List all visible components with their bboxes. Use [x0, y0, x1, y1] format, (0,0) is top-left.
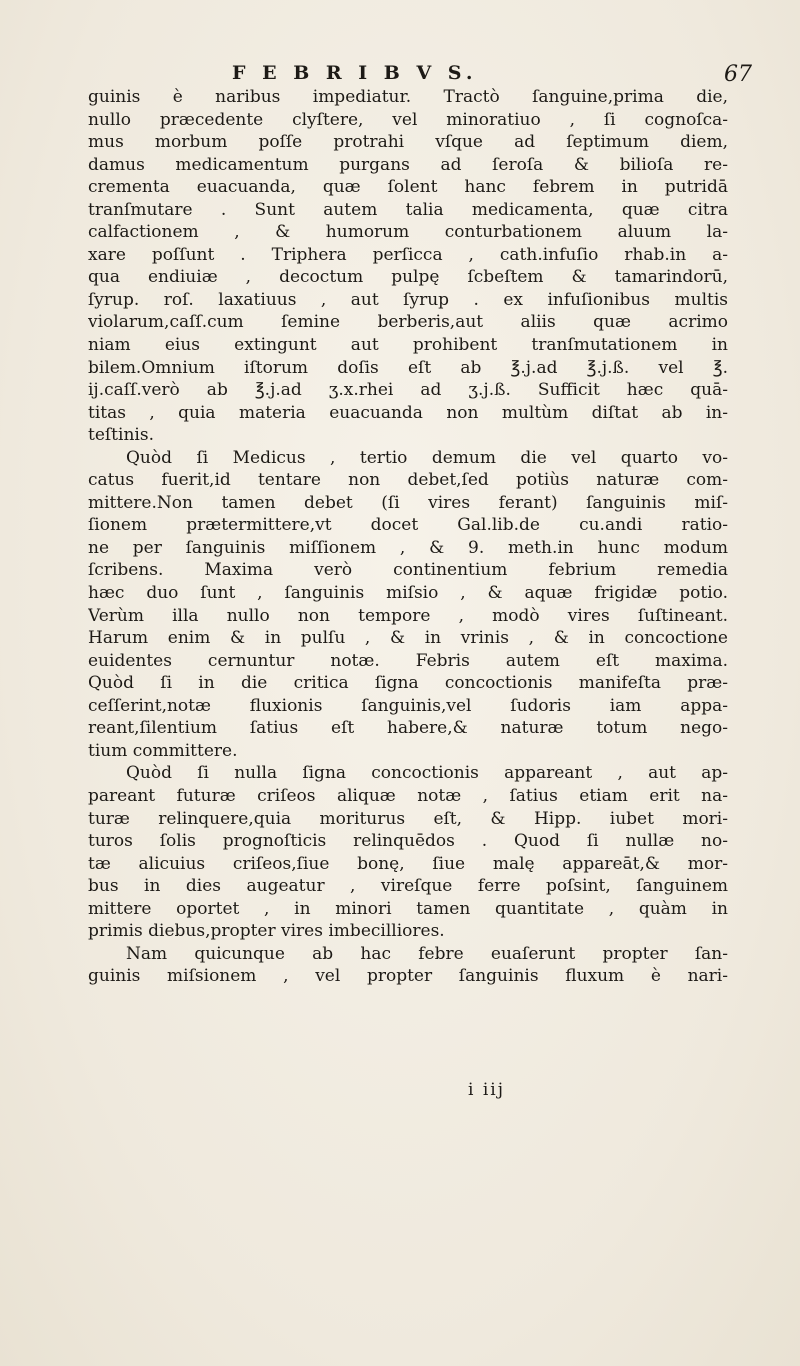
text-line: calfactionem , & humorum conturbationem aluum la-: [88, 222, 728, 243]
text-line: bus in dies augeatur , vireſque ferre poſsint, ſanguinem: [88, 876, 728, 897]
text-line: crementa euacuanda, quæ ſolent hanc febrem in putridā: [88, 177, 728, 198]
text-line: ceſſerint,notæ fluxionis ſanguinis,vel ſudoris iam appa-: [88, 695, 728, 716]
text-line: mittere oportet , in minori tamen quantitate , quàm in: [88, 898, 728, 919]
text-line: turos ſolis prognoſticis relinquēdos . Quod ſi nullæ no-: [88, 831, 728, 852]
text-line: ſionem prætermittere,vt docet Gal.lib.de cu.andi ratio-: [88, 515, 728, 536]
text-line: xare poſſunt . Triphera perſicca , cath.infuſio rhab.in a-: [88, 244, 728, 265]
text-line: catus fuerit,id tentare non debet,ſed potiùs naturæ com-: [88, 470, 728, 491]
text-line: Verùm illa nullo non tempore , modò vires ſuſtineant.: [88, 605, 728, 626]
text-line: ne per ſanguinis miſſionem , & 9. meth.in hunc modum: [88, 537, 728, 558]
text-line: ſcribens. Maxima verò continentium febrium remedia: [88, 560, 728, 581]
text-line: pareant futuræ criſeos aliquæ notæ , ſatius etiam erit na-: [88, 785, 728, 806]
text-line: tium committere.: [88, 740, 238, 761]
text-line: Nam quicunque ab hac febre euaſerunt propter ſan-: [126, 943, 728, 964]
signature-mark: i iij: [468, 1080, 505, 1100]
text-line: Quòd ſi in die critica ſigna concoctionis manifeſta præ-: [88, 673, 728, 694]
text-line: niam eius extingunt aut prohibent tranſmutationem in: [88, 335, 728, 356]
text-line: violarum,caſſ.cum ſemine berberis,aut aliis quæ acrimo: [88, 312, 728, 333]
text-line: qua endiuiæ , decoctum pulpę ſcbeſtem & tamarindorū,: [88, 267, 728, 288]
text-line: mittere.Non tamen debet (ſi vires ferant) ſanguinis miſ-: [88, 492, 728, 513]
page-number: 67: [724, 62, 752, 87]
text-line: tæ alicuius criſeos,ſiue bonę, ſiue malę appareāt,& mor-: [88, 853, 728, 874]
running-title: F E B R I B V S.: [232, 62, 478, 84]
text-line: tranſmutare . Sunt autem talia medicamenta, quæ citra: [88, 199, 728, 220]
text-line: nullo præcedente clyſtere, vel minoratiuo , ſi cognoſca-: [88, 109, 728, 130]
text-line: hæc duo ſunt , ſanguinis miſsio , & aquæ frigidæ potio.: [88, 583, 728, 604]
text-line: turæ relinquere,quia moriturus eſt, & Hipp. iubet mori-: [88, 808, 728, 829]
text-line: reant,ſilentium ſatius eſt habere,& naturæ totum nego-: [88, 718, 728, 739]
text-line: euidentes cernuntur notæ. Febris autem eſt maxima.: [88, 650, 728, 671]
text-line: primis diebus,propter vires imbecilliores.: [88, 921, 445, 942]
text-line: guinis è naribus impediatur. Tractò ſanguine,prima die,: [88, 87, 728, 107]
text-line: ſyrup. roſ. laxatiuus , aut ſyrup . ex infuſionibus multis: [88, 289, 728, 310]
text-line: guinis miſsionem , vel propter ſanguinis fluxum è nari-: [88, 966, 728, 987]
text-line: Quòd ſi Medicus , tertio demum die vel quarto vo-: [126, 447, 728, 468]
text-line: teſtinis.: [88, 425, 154, 446]
text-line: Harum enim & in pulſu , & in vrinis , & in concoctione: [88, 628, 728, 649]
text-line: damus medicamentum purgans ad ſeroſa & bilioſa re-: [88, 154, 728, 175]
text-block: [88, 86, 728, 988]
text-line: Quòd ſi nulla ſigna concoctionis appareant , aut ap-: [126, 763, 728, 784]
text-line: ij.caſſ.verò ab ℥.j.ad ʒ.x.rhei ad ʒ.j.ß. Sufficit hæc quā-: [88, 380, 728, 401]
text-line: bilem.Omnium iſtorum doſis eſt ab ℥.j.ad ℥.j.ß. vel ℥.: [88, 357, 728, 378]
text-line: titas , quia materia euacuanda non multùm diſtat ab in-: [88, 402, 728, 423]
text-line: mus morbum poſſe protrahi vſque ad ſeptimum diem,: [88, 132, 728, 153]
